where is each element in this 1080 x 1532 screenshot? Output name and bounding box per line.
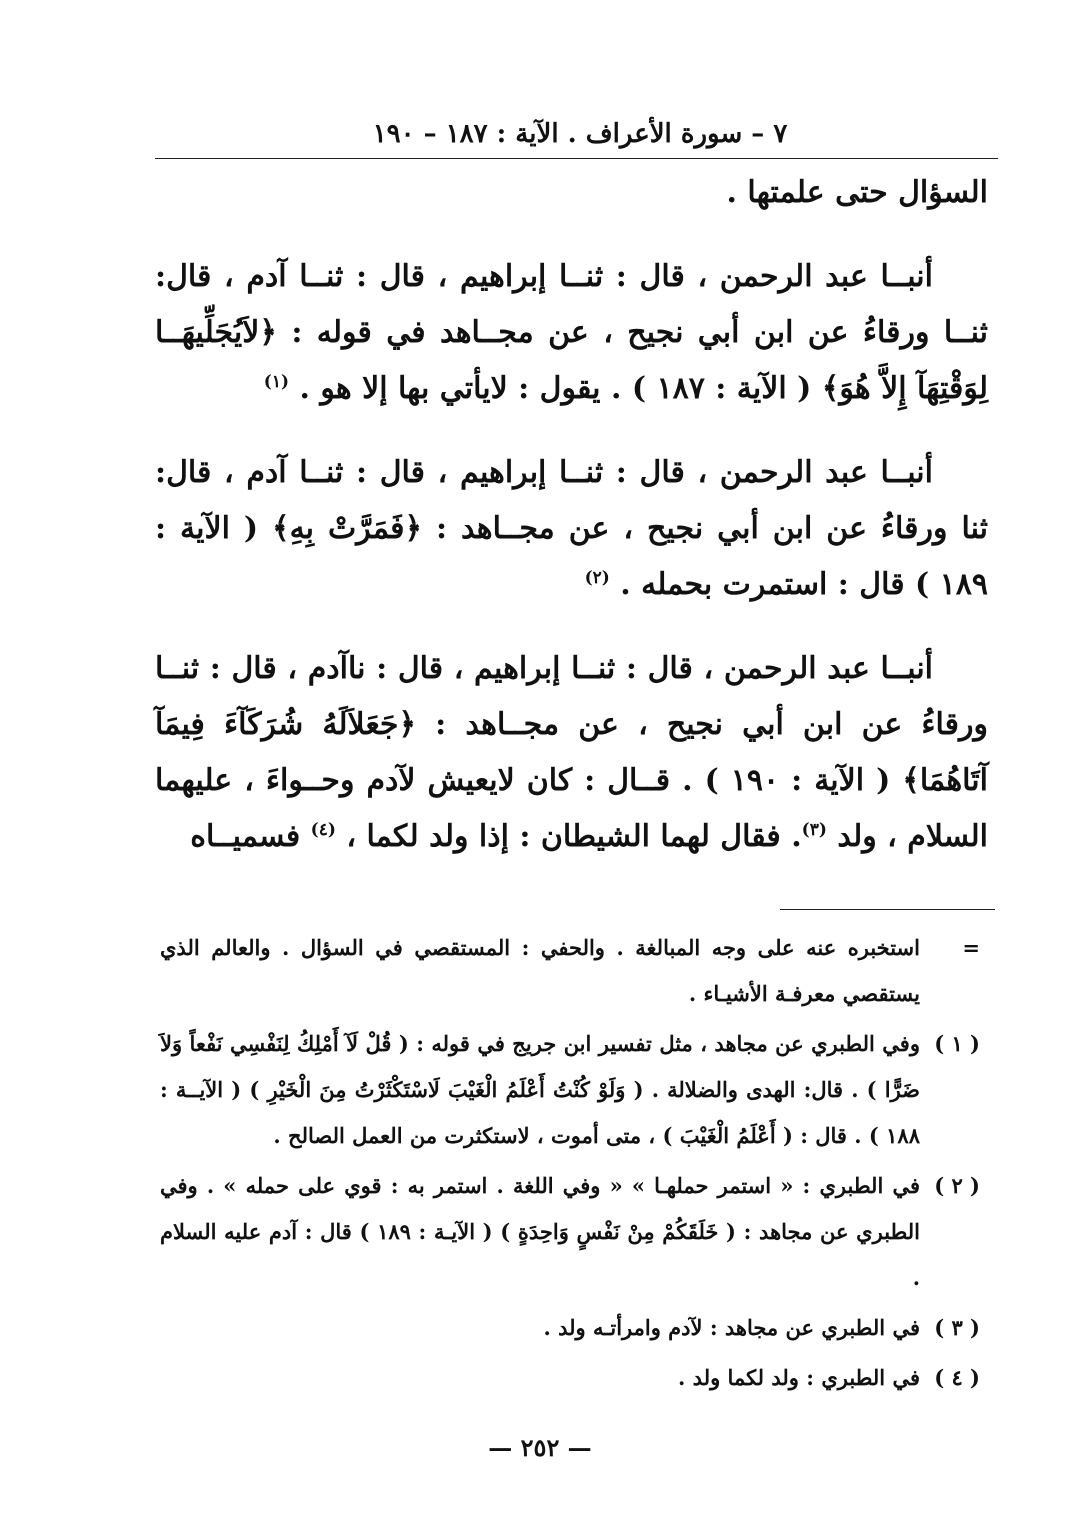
paragraph-text: . فقال لهما الشيطان : إذا ولد لكما ،	[335, 819, 802, 854]
footnote-rule	[780, 909, 995, 910]
quran-quote: ﴿جَعَلاَلَهُ شُرَكَآءَ فِيمَآ آتَاهُمَا﴾	[155, 707, 988, 798]
footnote-number: ( ٢ )	[934, 1173, 980, 1198]
paragraph-3	[155, 641, 988, 865]
footnote-number: =	[962, 935, 980, 960]
quran-quote: ﴿فَمَرَّتْ بِهِ﴾	[272, 511, 423, 546]
paragraph-text: أنبــا عبد الرحمن ، قال : ثنــا إبراهيم ، قال : ثنــا آدم ، قال: ثنا ورقاءُ عن ابن أبي نجيح ، عن مجــاهد :	[155, 455, 988, 546]
footnote-2	[160, 1163, 980, 1301]
paragraph-text: ( الآية : ١٨٩ ) قال : استمرت بحمله .	[155, 511, 988, 602]
footnote-ref: (١)	[263, 372, 290, 392]
paragraph-text: ( الآية : ١٩٠ ) . قــال : كان لايعيش لآدم وحــواءَ ، عليهما السلام ، ولد	[155, 763, 988, 854]
footnote-ref: (٤)	[310, 820, 336, 840]
header-rule	[155, 158, 998, 159]
paragraph-text: ( الآية : ١٨٧ ) . يقول : لايأتي بها إلا هو .	[289, 371, 822, 406]
footnote-number: ( ٤ )	[934, 1365, 980, 1390]
quran-quote: ﴿لاَيُجَلِّيهَــا لِوَقْتِهَآ إِلاَّ هُوَ﴾	[155, 315, 988, 406]
paragraph-1	[155, 249, 988, 417]
footnote-text: في الطبري عن مجاهد : لآدم وامرأتـه ولد .	[543, 1315, 920, 1340]
footnote-continuation	[160, 925, 980, 1017]
paragraph-text: أنبــا عبد الرحمن ، قال : ثنــا إبراهيم ، قال : ناآدم ، قال : ثنــا ورقاءُ عن ابن أبي نجيح ، عن مجــاهد :	[155, 651, 988, 742]
running-header: ٧ – سورة الأعراف . الآية : ١٨٧ – ١٩٠	[372, 119, 788, 149]
footnote-text: في الطبري : ولد لكما ولد .	[678, 1365, 920, 1390]
footnote-number: ( ٣ )	[934, 1315, 980, 1340]
footnote-number: ( ١ )	[934, 1031, 980, 1056]
footnotes	[160, 925, 980, 1405]
footnote-text: استخبره عنه على وجه المبالغة . والحفي : المستقصي في السؤال . والعالم الذي يستقصي معرفـة الأشيـاء .	[160, 935, 920, 1006]
main-text	[155, 165, 988, 893]
footnote-1	[160, 1021, 980, 1159]
paragraph-text: فسميــاه	[190, 819, 311, 854]
page-number: — ٢٥٢ —	[488, 1433, 592, 1462]
continuation-line: السؤال حتى علمتها .	[726, 175, 988, 210]
footnote-text: وفي الطبري عن مجاهد ، مثل تفسير ابن جريج في قوله : ( قُلْ لَآ أَمْلِكُ لِنَفْسِي نَفْعاً وَلاَ ضَرًّا ) . قال: الهدى والضلالة . ( وَلَوْ كُنْتُ أَعْلَمُ الْغَيْبَ لَاسْتَكْثَرْتُ مِنَ الْخَيْرِ ) ( الآيــة : ١٨٨ ) . قال : ( أَعْلَمُ الْغَيْبَ ) ، متى أموت ، لاستكثرت من العمل الصالح .	[160, 1031, 920, 1148]
footnote-text: في الطبري : « استمر حملهـا » « وفي اللغة . استمر به : قوي على حمله » . وفي الطبري عن مجاهد : ( خَلَقَكُمْ مِنْ نَفْسٍ وَاحِدَةٍ ) ( الآيـة : ١٨٩ ) قال : آدم عليه السلام .	[160, 1173, 920, 1290]
footnote-4	[160, 1355, 980, 1401]
footnote-3	[160, 1305, 980, 1351]
footnote-ref: (٢)	[584, 568, 610, 588]
footnote-ref: (٣)	[801, 820, 827, 840]
paragraph-text: أنبــا عبد الرحمن ، قال : ثنــا إبراهيم ، قال : ثنــا آدم ، قال: ثنــا ورقاءُ عن ابن أبي نجيح ، عن مجــاهد في قوله :	[155, 259, 988, 350]
paragraph-2	[155, 445, 988, 613]
